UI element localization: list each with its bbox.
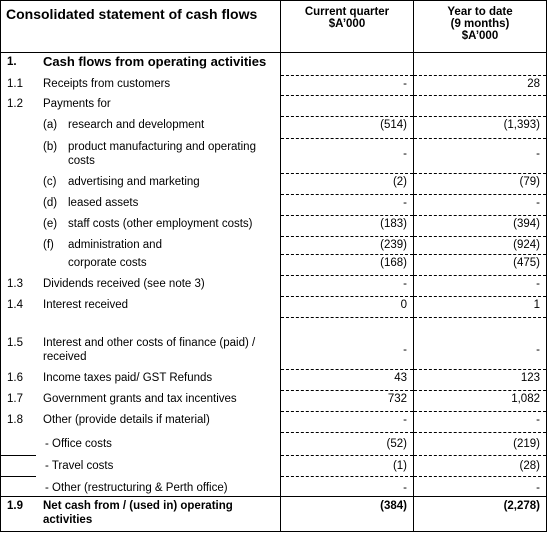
current-quarter-value: 43 xyxy=(394,372,407,384)
row-label: Government grants and tax incentives xyxy=(43,393,237,405)
row-sub-letter: (d) xyxy=(43,197,58,209)
row-divider xyxy=(281,254,413,255)
year-to-date-value: - xyxy=(536,344,540,356)
row-sub-letter: (f) xyxy=(43,239,54,251)
year-to-date-value: 1 xyxy=(533,299,540,311)
row-divider xyxy=(281,411,413,412)
row-label: Other (provide details if material) xyxy=(43,414,210,426)
row-label: Dividends received (see note 3) xyxy=(43,278,205,290)
current-quarter-value: - xyxy=(403,78,407,90)
row-label: product manufacturing and operating xyxy=(68,141,256,153)
row-sub-letter: (a) xyxy=(43,119,58,131)
row-label: Income taxes paid/ GST Refunds xyxy=(43,372,213,384)
year-to-date-value: (475) xyxy=(513,257,540,269)
row-divider xyxy=(281,236,413,237)
row-divider xyxy=(281,138,413,139)
row-number: 1.6 xyxy=(7,372,23,384)
current-quarter-value: - xyxy=(403,482,407,494)
header-line: Current quarter xyxy=(304,6,390,18)
row-divider xyxy=(414,455,546,456)
year-to-date-value: (28) xyxy=(519,460,540,472)
row-divider xyxy=(414,215,546,216)
header-line: (9 months) xyxy=(450,18,510,30)
row-divider xyxy=(281,296,413,297)
row-label: leased assets xyxy=(68,197,139,209)
current-quarter-value: (514) xyxy=(380,119,407,131)
row-number: 1.8 xyxy=(7,414,23,426)
row-label: - Other (restructuring & Perth office) xyxy=(45,482,228,494)
year-to-date-value: - xyxy=(536,482,540,494)
row-divider xyxy=(0,455,36,456)
row-divider xyxy=(414,194,546,195)
current-quarter-value: (239) xyxy=(380,239,407,251)
row-divider xyxy=(281,390,413,391)
row-number: 1. xyxy=(7,56,17,68)
current-quarter-value: (2) xyxy=(392,176,407,188)
row-divider xyxy=(414,95,546,96)
row-number: 1.7 xyxy=(7,393,23,405)
row-number: 1.3 xyxy=(7,278,23,290)
row-label: research and development xyxy=(68,119,205,131)
year-to-date-value: 1,082 xyxy=(511,393,540,405)
row-divider xyxy=(281,173,413,174)
row-divider xyxy=(414,138,546,139)
column-header-current-quarter xyxy=(281,6,413,30)
table-border-top xyxy=(0,0,547,1)
row-label: Payments for xyxy=(43,98,111,110)
row-divider xyxy=(281,215,413,216)
row-divider xyxy=(0,476,36,477)
current-quarter-value: - xyxy=(403,148,407,160)
row-divider xyxy=(414,296,546,297)
page-title: Consolidated statement of cash flows xyxy=(6,6,258,22)
year-to-date-value: (924) xyxy=(513,239,540,251)
current-quarter-value: - xyxy=(403,278,407,290)
row-sub-letter: (b) xyxy=(43,141,58,153)
row-divider xyxy=(414,275,546,276)
row-divider xyxy=(414,317,546,318)
row-divider xyxy=(414,236,546,237)
current-quarter-value: - xyxy=(403,414,407,426)
row-divider xyxy=(414,476,546,477)
row-divider xyxy=(281,432,413,433)
row-label: Interest and other costs of finance (paid) / xyxy=(43,337,256,349)
year-to-date-value: - xyxy=(536,278,540,290)
row-label: Interest received xyxy=(43,299,129,311)
row-divider xyxy=(281,317,413,318)
row-divider xyxy=(414,116,546,117)
current-quarter-value: (183) xyxy=(380,218,407,230)
row-label: Net cash from / (used in) operating xyxy=(43,500,233,512)
current-quarter-value: (384) xyxy=(380,500,407,512)
year-to-date-value: (1,393) xyxy=(503,119,540,131)
row-label: administration and xyxy=(68,239,162,251)
header-line: Year to date xyxy=(447,6,513,18)
row-number: 1.9 xyxy=(7,500,23,512)
current-quarter-value: 732 xyxy=(387,393,407,405)
row-sub-letter: (c) xyxy=(43,176,57,188)
row-divider xyxy=(281,476,413,477)
table-border-bottom xyxy=(0,531,547,532)
current-quarter-value: - xyxy=(403,197,407,209)
row-sub-letter: (e) xyxy=(43,218,58,230)
row-divider xyxy=(414,254,546,255)
row-divider xyxy=(414,390,546,391)
year-to-date-value: (394) xyxy=(513,218,540,230)
year-to-date-value: - xyxy=(536,197,540,209)
row-divider xyxy=(281,75,413,76)
total-separator xyxy=(0,496,547,497)
row-label: Cash flows from operating activities xyxy=(43,54,267,69)
row-number: 1.2 xyxy=(7,98,23,110)
row-number: 1.4 xyxy=(7,299,23,311)
row-divider xyxy=(281,95,413,96)
current-quarter-value: - xyxy=(403,344,407,356)
row-label: Receipts from customers xyxy=(43,78,171,90)
row-number: 1.5 xyxy=(7,337,23,349)
row-label: corporate costs xyxy=(68,257,147,269)
year-to-date-value: - xyxy=(536,414,540,426)
table-border-left xyxy=(0,0,1,532)
row-divider xyxy=(281,116,413,117)
current-quarter-value: 0 xyxy=(400,299,407,311)
row-divider xyxy=(414,173,546,174)
row-divider xyxy=(281,275,413,276)
year-to-date-value: 123 xyxy=(520,372,540,384)
row-divider xyxy=(414,75,546,76)
row-divider xyxy=(281,369,413,370)
row-divider xyxy=(281,455,413,456)
row-label: costs xyxy=(68,155,95,167)
header-line: $A’000 xyxy=(328,18,366,30)
row-label: activities xyxy=(43,514,93,526)
row-label: advertising and marketing xyxy=(68,176,200,188)
row-number: 1.1 xyxy=(7,78,23,90)
current-quarter-value: (52) xyxy=(386,438,407,450)
row-divider xyxy=(281,194,413,195)
current-quarter-value: (168) xyxy=(380,257,407,269)
row-divider xyxy=(414,432,546,433)
row-label: - Travel costs xyxy=(45,460,114,472)
year-to-date-value: 28 xyxy=(527,78,540,90)
year-to-date-value: (2,278) xyxy=(503,500,540,512)
row-label: - Office costs xyxy=(45,438,112,450)
year-to-date-value: (219) xyxy=(513,438,540,450)
row-label: received xyxy=(43,351,87,363)
current-quarter-value: (1) xyxy=(392,460,407,472)
header-separator xyxy=(0,52,547,53)
column-header-year-to-date xyxy=(414,6,546,42)
year-to-date-value: (79) xyxy=(519,176,540,188)
year-to-date-value: - xyxy=(536,148,540,160)
row-divider xyxy=(414,369,546,370)
row-label: staff costs (other employment costs) xyxy=(68,218,253,230)
header-line: $A’000 xyxy=(461,30,499,42)
row-divider xyxy=(414,411,546,412)
